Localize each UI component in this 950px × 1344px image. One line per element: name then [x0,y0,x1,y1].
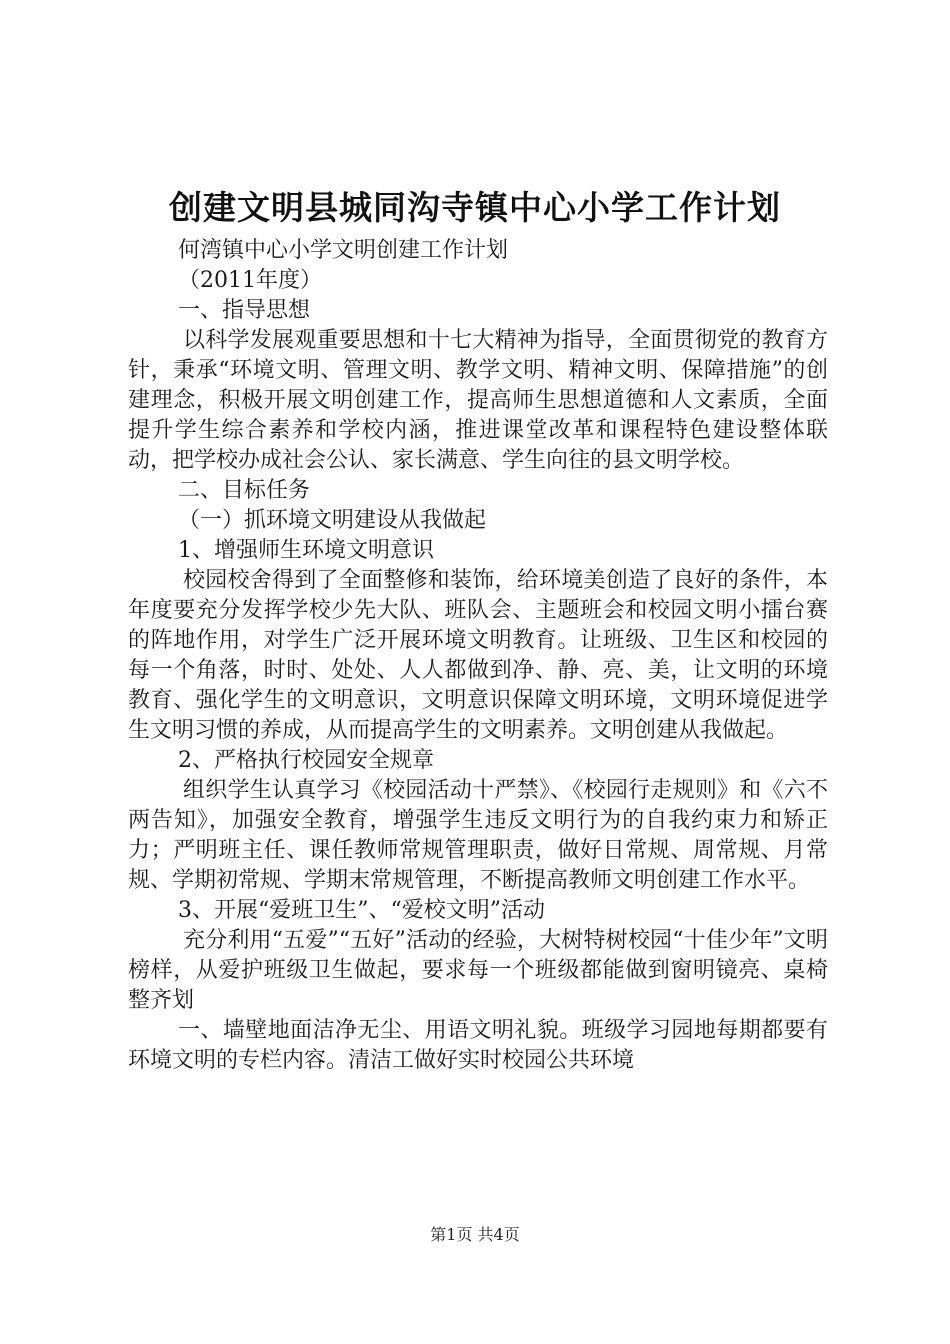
subsection-heading: （一）抓环境文明建设从我做起 [178,508,487,533]
item-heading: 2、严格执行校园安全规章 [178,748,434,773]
document-title: 创建文明县城同沟寺镇中心小学工作计划 [169,188,781,227]
year-paragraph: （2011年度） [178,268,322,293]
section-heading: 一、指导思想 [178,298,311,323]
document-body [128,236,828,1076]
body-paragraph: 以科学发展观重要思想和十七大精神为指导，全面贯彻党的教育方针，秉承“环境文明、管理文明、教学文明、精神文明、保障措施”的创建理念，积极开展文明创建工作，提高师生思想道德和人文素质，全面提升学生综合素养和学校内涵，推进课堂改革和课程特色建设整体联动，把学校办成社会公认、家长满意、学生向往的县文明学校。 [128,328,828,473]
body-paragraph: 校园校舍得到了全面整修和装饰，给环境美创造了良好的条件，本年度要充分发挥学校少先大队、班队会、主题班会和校园文明小擂台赛的阵地作用，对学生广泛开展环境文明教育。让班级、卫生区和校园的每一个角落，时时、处处、人人都做到净、静、亮、美，让文明的环境教育、强化学生的文明意识，文明意识保障文明环境，文明环境促进学生文明习惯的养成，从而提高学生的文明素养。文明创建从我做起。 [128,568,828,743]
section-heading: 二、目标任务 [178,478,311,503]
item-heading: 1、增强师生环境文明意识 [178,538,434,563]
body-paragraph: 一、墙壁地面洁净无尘、用语文明礼貌。班级学习园地每期都要有环境文明的专栏内容。清洁工做好实时校园公共环境 [128,1018,828,1073]
body-paragraph: 充分利用“五爱”“五好”活动的经验，大树特树校园“十佳少年”文明榜样，从爱护班级卫生做起，要求每一个班级都能做到窗明镜亮、桌椅整齐划 [128,928,828,1013]
page-number-footer: 第1页 共4页 [430,1225,520,1244]
subtitle-paragraph: 何湾镇中心小学文明创建工作计划 [178,238,509,263]
item-heading: 3、开展“爱班卫生”、“爱校文明”活动 [178,898,545,923]
body-paragraph: 组织学生认真学习《校园活动十严禁》、《校园行走规则》和《六不两告知》，加强安全教育，增强学生违反文明行为的自我约束力和矫正力；严明班主任、课任教师常规管理职责，做好日常规、周常规、月常规、学期初常规、学期末常规管理，不断提高教师文明创建工作水平。 [128,778,828,893]
